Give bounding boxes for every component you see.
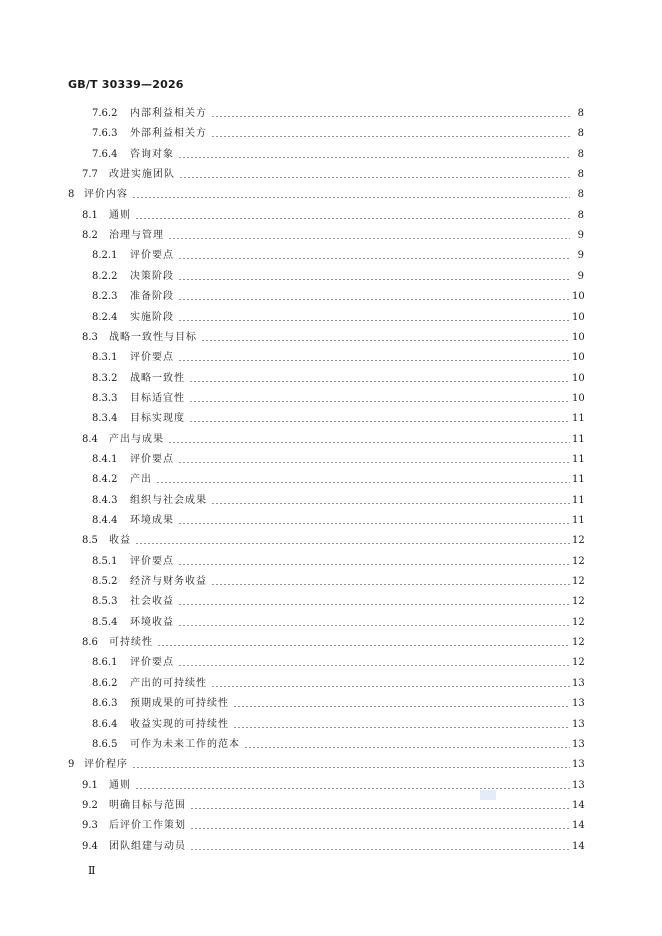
toc-entry-number: 8.4.1 <box>92 453 118 465</box>
toc-entry-number: 8.6.4 <box>92 718 118 730</box>
toc-entry-title: 经济与财务收益 <box>130 576 207 588</box>
toc-entry[interactable] <box>0 594 662 610</box>
toc-entry-title: 环境收益 <box>130 616 174 628</box>
dot-leader <box>189 391 570 407</box>
toc-entry-page: 11 <box>572 433 585 445</box>
toc-entry[interactable] <box>0 615 662 631</box>
standard-number-header: GB/T 30339—2026 <box>68 78 184 91</box>
toc-entry-title: 战略一致性与目标 <box>109 331 197 343</box>
toc-entry-page: 12 <box>572 657 585 669</box>
toc-entry-title: 组织与社会成果 <box>130 494 207 506</box>
toc-entry-title: 明确目标与范围 <box>109 799 186 811</box>
toc-entry-number: 8.5 <box>82 535 98 547</box>
dot-leader <box>132 757 570 773</box>
toc-entry[interactable] <box>0 554 662 570</box>
toc-entry-title: 目标适宜性 <box>130 392 185 404</box>
toc-entry-page: 11 <box>572 413 585 425</box>
toc-entry[interactable] <box>0 472 662 488</box>
toc-entry-page: 13 <box>572 698 585 710</box>
dot-leader <box>233 696 570 712</box>
dot-leader <box>178 289 570 305</box>
toc-entry-number: 8.4.3 <box>92 494 118 506</box>
dot-leader <box>211 676 570 692</box>
toc-entry[interactable] <box>0 126 662 142</box>
toc-entry-page: 9 <box>577 250 584 262</box>
dot-leader <box>178 310 570 326</box>
dot-leader <box>156 472 570 488</box>
toc-entry-page: 10 <box>572 372 585 384</box>
dot-leader <box>189 371 570 387</box>
toc-entry[interactable] <box>0 798 662 814</box>
toc-entry-page: 11 <box>572 494 585 506</box>
toc-entry-number: 8.5.1 <box>92 555 118 567</box>
toc-entry-title: 治理与管理 <box>109 230 164 242</box>
dot-leader <box>178 513 570 529</box>
toc-entry-page: 8 <box>577 209 584 221</box>
toc-entry-title: 评价程序 <box>84 759 128 771</box>
dot-leader <box>211 493 570 509</box>
toc-entry-number: 8.6 <box>82 637 98 649</box>
toc-entry[interactable] <box>0 208 662 224</box>
toc-entry-title: 评价要点 <box>130 555 174 567</box>
toc-entry-title: 评价要点 <box>130 352 174 364</box>
dot-leader <box>211 126 570 142</box>
toc-entry-title: 预期成果的可持续性 <box>130 698 229 710</box>
toc-entry-number: 8.5.4 <box>92 616 118 628</box>
toc-entry-page: 10 <box>572 331 585 343</box>
dot-leader <box>190 818 570 834</box>
toc-entry-number: 8.3.3 <box>92 392 118 404</box>
dot-leader <box>211 106 570 122</box>
toc-entry-page: 12 <box>572 535 585 547</box>
dot-leader <box>168 228 570 244</box>
toc-entry[interactable] <box>0 778 662 794</box>
toc-entry-page: 12 <box>572 555 585 567</box>
toc-entry[interactable] <box>0 818 662 834</box>
toc-entry[interactable] <box>0 574 662 590</box>
toc-entry-title: 可作为未来工作的范本 <box>130 738 240 750</box>
toc-entry[interactable] <box>0 717 662 733</box>
toc-entry-page: 13 <box>572 738 585 750</box>
toc-entry-number: 8.4.2 <box>92 474 118 486</box>
toc-entry-title: 产出 <box>130 474 152 486</box>
toc-entry-number: 8.3.4 <box>92 413 118 425</box>
dot-leader <box>135 208 570 224</box>
toc-entry-number: 9.2 <box>82 799 98 811</box>
toc-entry-title: 决策阶段 <box>130 270 174 282</box>
dot-leader <box>211 574 570 590</box>
toc-entry[interactable] <box>0 350 662 366</box>
toc-entry[interactable] <box>0 147 662 163</box>
toc-entry-page: 14 <box>572 799 585 811</box>
toc-entry-number: 8.2 <box>82 230 98 242</box>
dot-leader <box>178 350 570 366</box>
selection-highlight <box>480 790 496 800</box>
toc-entry-page: 9 <box>577 230 584 242</box>
toc-entry-page: 8 <box>577 189 584 201</box>
dot-leader <box>189 411 570 427</box>
toc-entry-title: 通则 <box>109 209 131 221</box>
dot-leader <box>178 269 570 285</box>
toc-entry-page: 14 <box>572 840 585 852</box>
dot-leader <box>178 248 570 264</box>
toc-entry-page: 12 <box>572 616 585 628</box>
toc-entry-number: 8.4 <box>82 433 98 445</box>
dot-leader <box>233 717 570 733</box>
toc-entry-title: 社会收益 <box>130 596 174 608</box>
toc-entry-title: 后评价工作策划 <box>109 820 186 832</box>
toc-entry-title: 团队组建与动员 <box>109 840 186 852</box>
toc-entry-number: 9.1 <box>82 779 98 791</box>
dot-leader <box>179 167 570 183</box>
toc-entry-number: 9.4 <box>82 840 98 852</box>
toc-entry[interactable] <box>0 187 662 203</box>
toc-entry-page: 14 <box>572 820 585 832</box>
toc-entry-number: 7.7 <box>82 169 98 181</box>
toc-entry[interactable] <box>0 330 662 346</box>
dot-leader <box>178 615 570 631</box>
toc-entry-number: 8.2.1 <box>92 250 118 262</box>
toc-entry-page: 10 <box>572 352 585 364</box>
toc-entry-number: 8.3.1 <box>92 352 118 364</box>
toc-entry-number: 8.6.1 <box>92 657 118 669</box>
toc-entry-page: 8 <box>577 108 584 119</box>
toc-entry-title: 评价要点 <box>130 657 174 669</box>
toc-entry-number: 8.5.2 <box>92 576 118 588</box>
toc-entry-title: 评价内容 <box>84 189 128 201</box>
toc-entry-page: 13 <box>572 677 585 689</box>
toc-entry-number: 8.2.2 <box>92 270 118 282</box>
toc-entry-page: 10 <box>572 311 585 323</box>
toc-entry-page: 11 <box>572 474 585 486</box>
dot-leader <box>132 187 570 203</box>
toc-entry-page: 8 <box>577 169 584 181</box>
toc-entry-number: 8.6.5 <box>92 738 118 750</box>
toc-entry[interactable] <box>0 289 662 305</box>
toc-entry-title: 收益实现的可持续性 <box>130 718 229 730</box>
toc-entry-title: 可持续性 <box>109 637 153 649</box>
toc-entry[interactable] <box>0 371 662 387</box>
toc-entry[interactable] <box>0 655 662 671</box>
toc-entry[interactable] <box>0 411 662 427</box>
toc-entry[interactable] <box>0 106 662 122</box>
toc-entry-title: 收益 <box>109 535 131 547</box>
toc-entry-page: 13 <box>572 718 585 730</box>
toc-entry-page: 8 <box>577 148 584 160</box>
toc-entry[interactable] <box>0 635 662 651</box>
toc-entry-number: 8.6.2 <box>92 677 118 689</box>
dot-leader <box>157 635 570 651</box>
dot-leader <box>190 798 570 814</box>
dot-leader <box>178 452 570 468</box>
toc-entry-title: 外部利益相关方 <box>130 128 207 140</box>
toc-entry-page: 11 <box>572 453 585 465</box>
toc-entry-number: 8.3.2 <box>92 372 118 384</box>
toc-entry[interactable] <box>0 228 662 244</box>
toc-entry[interactable] <box>0 839 662 855</box>
toc-entry-page: 10 <box>572 392 585 404</box>
toc-entry-number: 8.5.3 <box>92 596 118 608</box>
toc-entry[interactable] <box>0 167 662 183</box>
toc-entry[interactable] <box>0 432 662 448</box>
toc-entry-page: 13 <box>572 759 585 771</box>
toc-entry-title: 评价要点 <box>130 250 174 262</box>
toc-entry[interactable] <box>0 493 662 509</box>
toc-entry-page: 10 <box>572 291 585 303</box>
toc-entry-number: 8 <box>68 189 75 201</box>
toc-entry-number: 7.6.2 <box>92 108 118 119</box>
dot-leader <box>178 147 570 163</box>
toc-entry[interactable] <box>0 676 662 692</box>
toc-entry[interactable] <box>0 248 662 264</box>
toc-entry[interactable] <box>0 310 662 326</box>
dot-leader <box>244 737 570 753</box>
toc-entry-page: 12 <box>572 596 585 608</box>
toc-entry-number: 8.2.3 <box>92 291 118 303</box>
dot-leader <box>178 594 570 610</box>
toc-entry-number: 7.6.3 <box>92 128 118 140</box>
dot-leader <box>135 778 570 794</box>
toc-entry-title: 改进实施团队 <box>109 169 175 181</box>
toc-entry-number: 8.6.3 <box>92 698 118 710</box>
dot-leader <box>201 330 570 346</box>
toc-entry-title: 目标实现度 <box>130 413 185 425</box>
toc-entry[interactable] <box>0 269 662 285</box>
toc-entry-number: 8.3 <box>82 331 98 343</box>
dot-leader <box>178 655 570 671</box>
dot-leader <box>190 839 570 855</box>
toc-entry[interactable] <box>0 391 662 407</box>
toc-entry[interactable] <box>0 696 662 712</box>
toc-entry-number: 8.1 <box>82 209 98 221</box>
toc-entry-title: 产出的可持续性 <box>130 677 207 689</box>
toc-entry-title: 通则 <box>109 779 131 791</box>
toc-entry-page: 13 <box>572 779 585 791</box>
dot-leader <box>178 554 570 570</box>
toc-entry-title: 实施阶段 <box>130 311 174 323</box>
toc-entry-title: 产出与成果 <box>109 433 164 445</box>
toc-entry-title: 准备阶段 <box>130 291 174 303</box>
toc-entry-page: 12 <box>572 576 585 588</box>
toc-entry-page: 9 <box>577 270 584 282</box>
toc-entry[interactable] <box>0 757 662 773</box>
toc-entry-number: 8.2.4 <box>92 311 118 323</box>
toc-entry-number: 9.3 <box>82 820 98 832</box>
toc-entry[interactable] <box>0 513 662 529</box>
toc-entry-number: 8.4.4 <box>92 515 118 526</box>
toc-entry-title: 环境成果 <box>130 515 174 526</box>
toc-entry-title: 评价要点 <box>130 453 174 465</box>
toc-entry-number: 9 <box>68 759 75 771</box>
toc-entry-page: 12 <box>572 637 585 649</box>
toc-entry[interactable] <box>0 737 662 753</box>
toc-entry-page: 11 <box>572 515 585 526</box>
toc-entry-title: 内部利益相关方 <box>130 108 207 119</box>
dot-leader <box>135 533 570 549</box>
toc-entry-title: 战略一致性 <box>130 372 185 384</box>
toc-entry-title: 咨询对象 <box>130 148 174 160</box>
toc-entry-page: 8 <box>577 128 584 140</box>
page-number-roman: Ⅱ <box>88 864 96 877</box>
toc-entry-number: 7.6.4 <box>92 148 118 160</box>
toc-entry[interactable] <box>0 452 662 468</box>
toc-entry[interactable] <box>0 533 662 549</box>
dot-leader <box>168 432 570 448</box>
